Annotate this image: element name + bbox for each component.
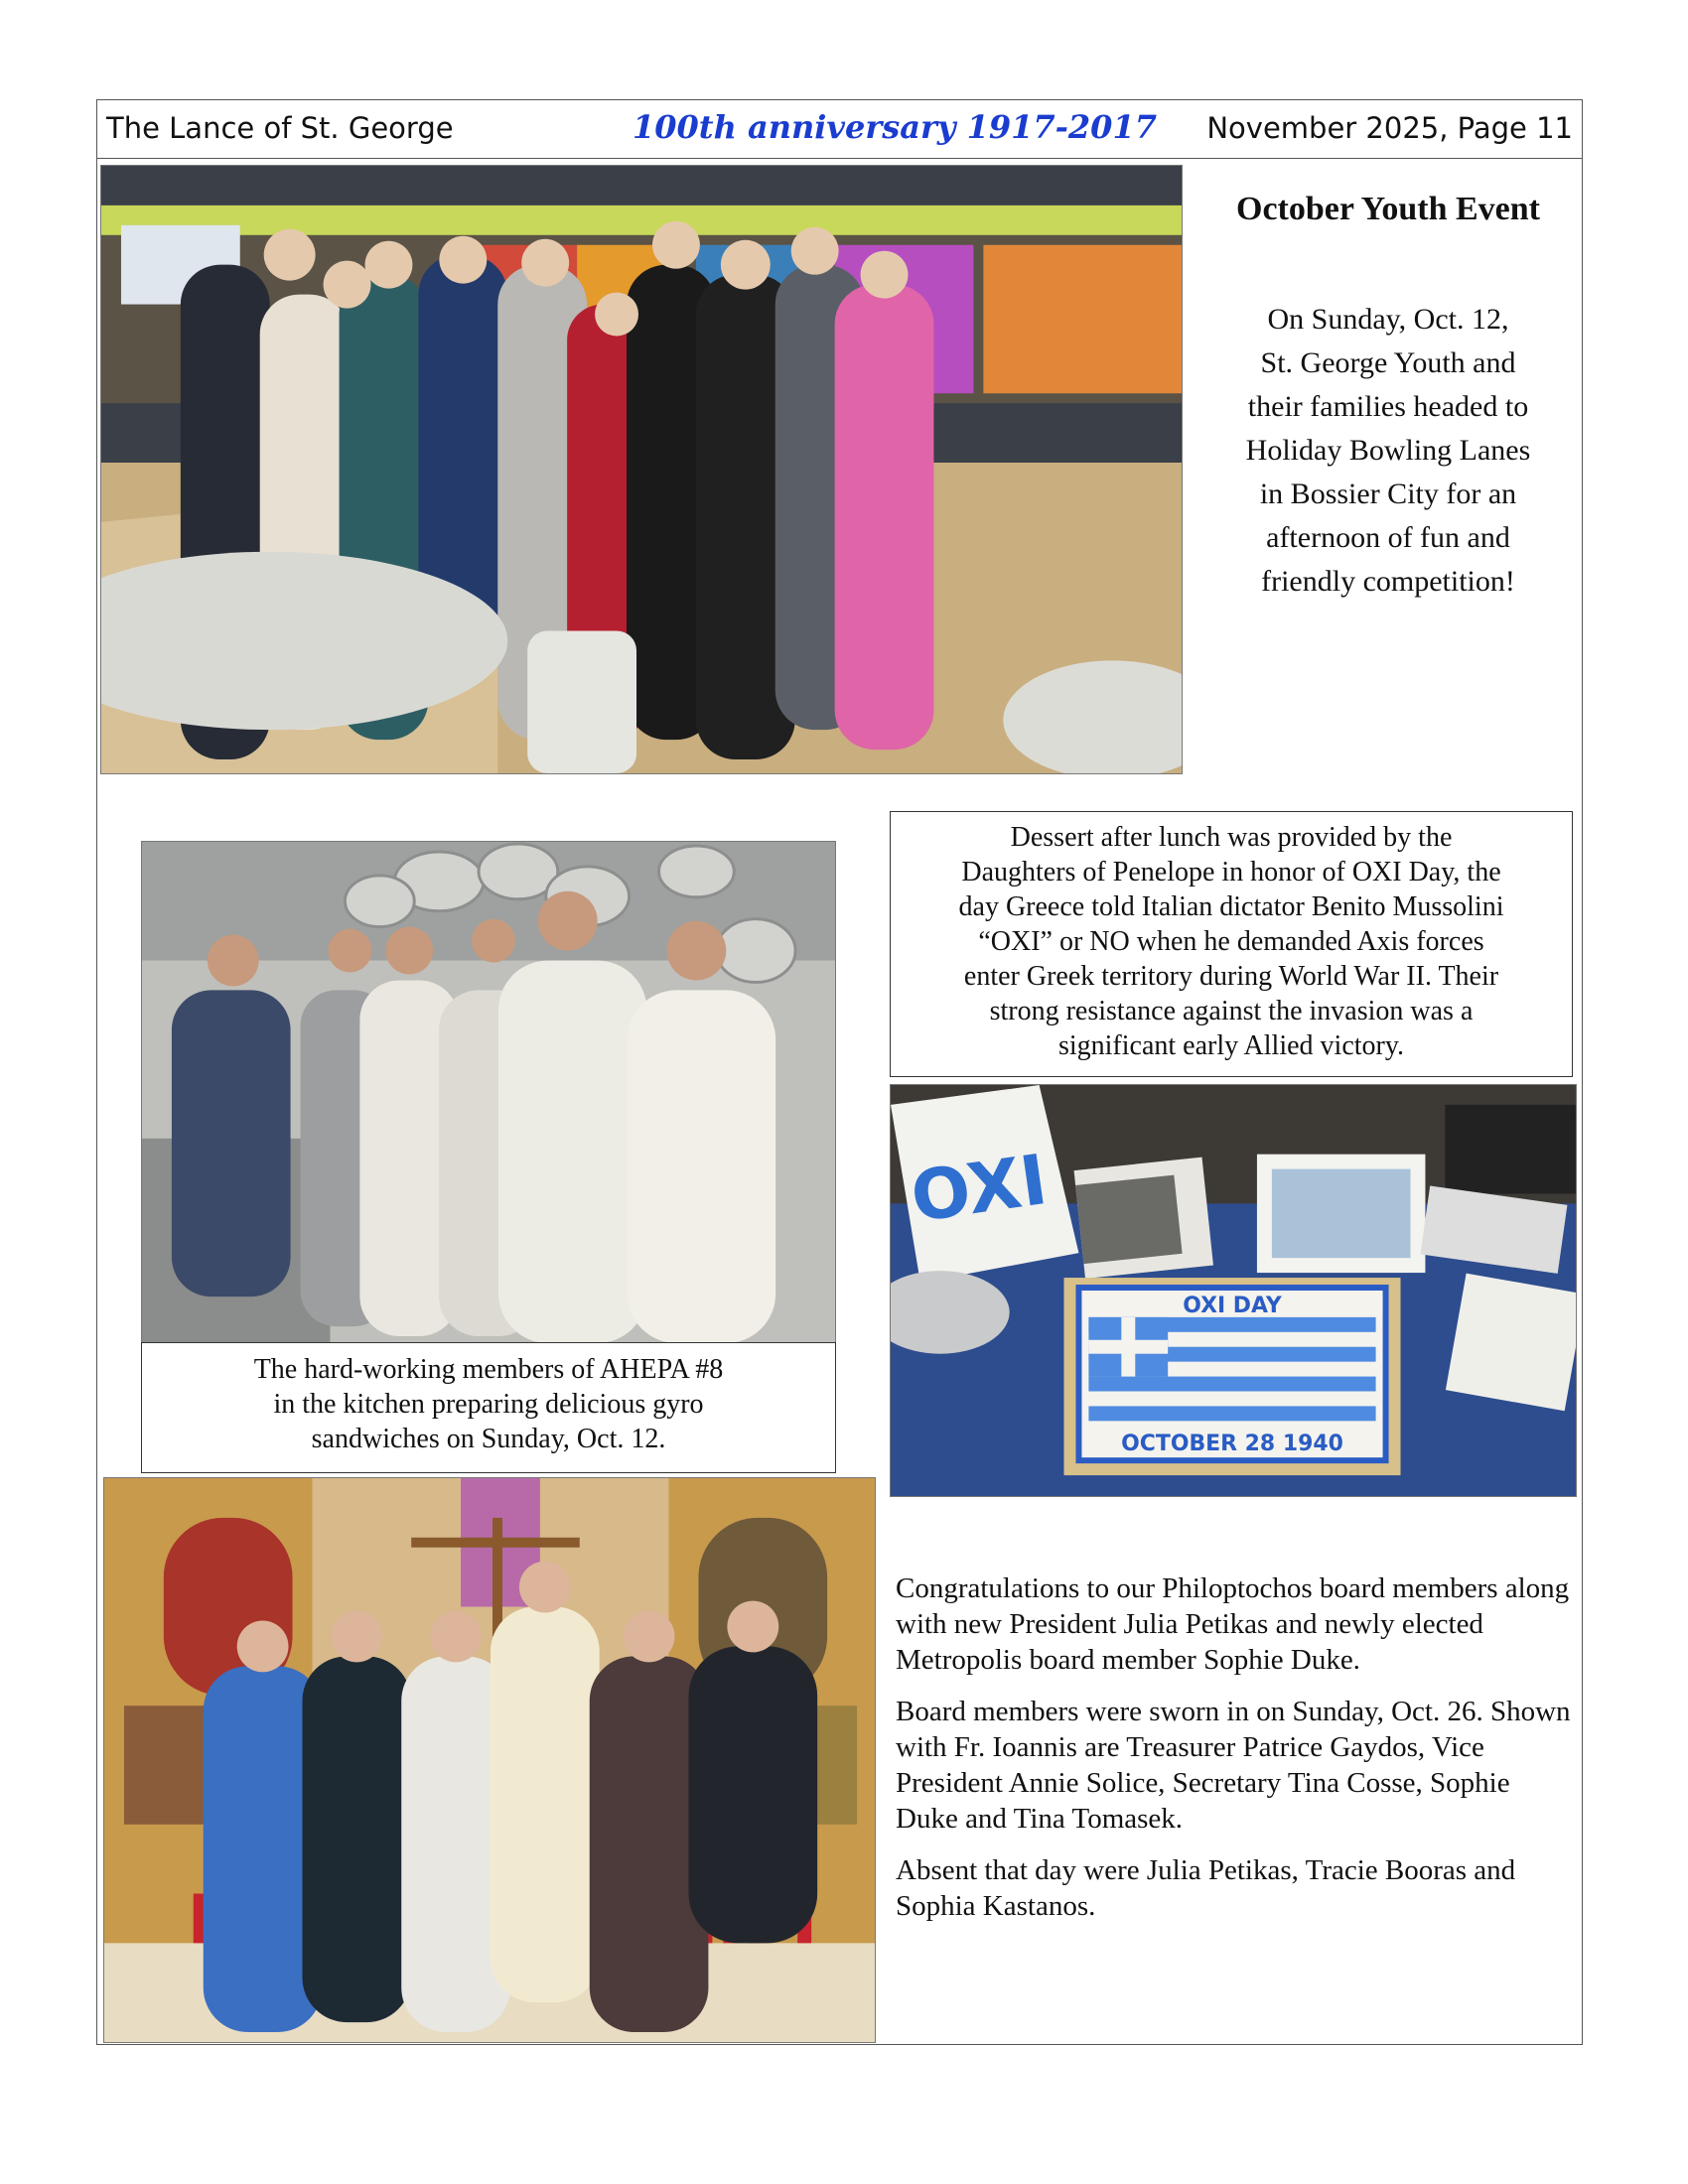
oxi-banner-text: OXI	[906, 1140, 1053, 1239]
youth-event-text	[1199, 298, 1577, 604]
philoptochos-paragraph: Congratulations to our Philoptochos board members along with new President Julia Petikas and newly elected Metropolis board member Sophie Duke.	[896, 1572, 1570, 1676]
ahepa-caption-line: sandwiches on Sunday, Oct. 12.	[311, 1424, 666, 1454]
oxi-caption-line: day Greece told Italian dictator Benito Mussolini	[958, 891, 1504, 922]
oxi-caption	[890, 811, 1573, 1077]
anniversary-banner: 100th anniversary 1917-2017	[633, 108, 1157, 146]
philoptochos-paragraph: Absent that day were Julia Petikas, Tracie Booras and Sophia Kastanos.	[896, 1854, 1516, 1922]
oxi-caption-line: “OXI” or NO when he demanded Axis forces	[978, 926, 1484, 957]
youth-event-line: friendly competition!	[1261, 565, 1515, 598]
youth-event-line: their families headed to	[1247, 390, 1529, 423]
youth-event-line: in Bossier City for an	[1259, 478, 1517, 510]
youth-event-line: Holiday Bowling Lanes	[1245, 434, 1531, 467]
oxi-cake-photo	[890, 1084, 1577, 1497]
oxi-caption-line: Dessert after lunch was provided by the	[1010, 822, 1453, 853]
oxi-caption-line: enter Greek territory during World War II. Their	[963, 961, 1499, 992]
oxi-caption-line: significant early Allied victory.	[1057, 1030, 1405, 1061]
youth-event-line: St. George Youth and	[1260, 346, 1516, 379]
issue-page: November 2025, Page 11	[1206, 111, 1573, 145]
youth-event-line: On Sunday, Oct. 12,	[1267, 303, 1509, 336]
philoptochos-board-photo	[103, 1477, 876, 2043]
ahepa-kitchen-photo	[141, 841, 836, 1344]
youth-event-title: October Youth Event	[1236, 191, 1540, 227]
cake-bottom-text: OCTOBER 28 1940	[1121, 1432, 1343, 1457]
oxi-caption-line: strong resistance against the invasion was a	[989, 996, 1474, 1026]
ahepa-caption	[141, 1342, 836, 1473]
page-header	[96, 99, 1583, 159]
ahepa-caption-line: The hard-working members of AHEPA #8	[253, 1354, 724, 1385]
oxi-caption-line: Daughters of Penelope in honor of OXI Day, the	[961, 857, 1501, 887]
publication-title: The Lance of St. George	[106, 111, 454, 145]
bowling-group-photo	[100, 165, 1183, 774]
cake-top-text: OXI DAY	[1183, 1293, 1282, 1318]
philoptochos-paragraph: Board members were sworn in on Sunday, Oct. 26. Shown with Fr. Ioannis are Treasurer Patrice Gaydos, Vice President Annie Solice, Secretary Tina Cosse, Sophie Duke and Tina Tomasek.	[896, 1696, 1571, 1835]
philoptochos-article	[896, 1570, 1571, 1940]
youth-event-line: afternoon of fun and	[1266, 521, 1510, 554]
ahepa-caption-line: in the kitchen preparing delicious gyro	[273, 1389, 704, 1420]
